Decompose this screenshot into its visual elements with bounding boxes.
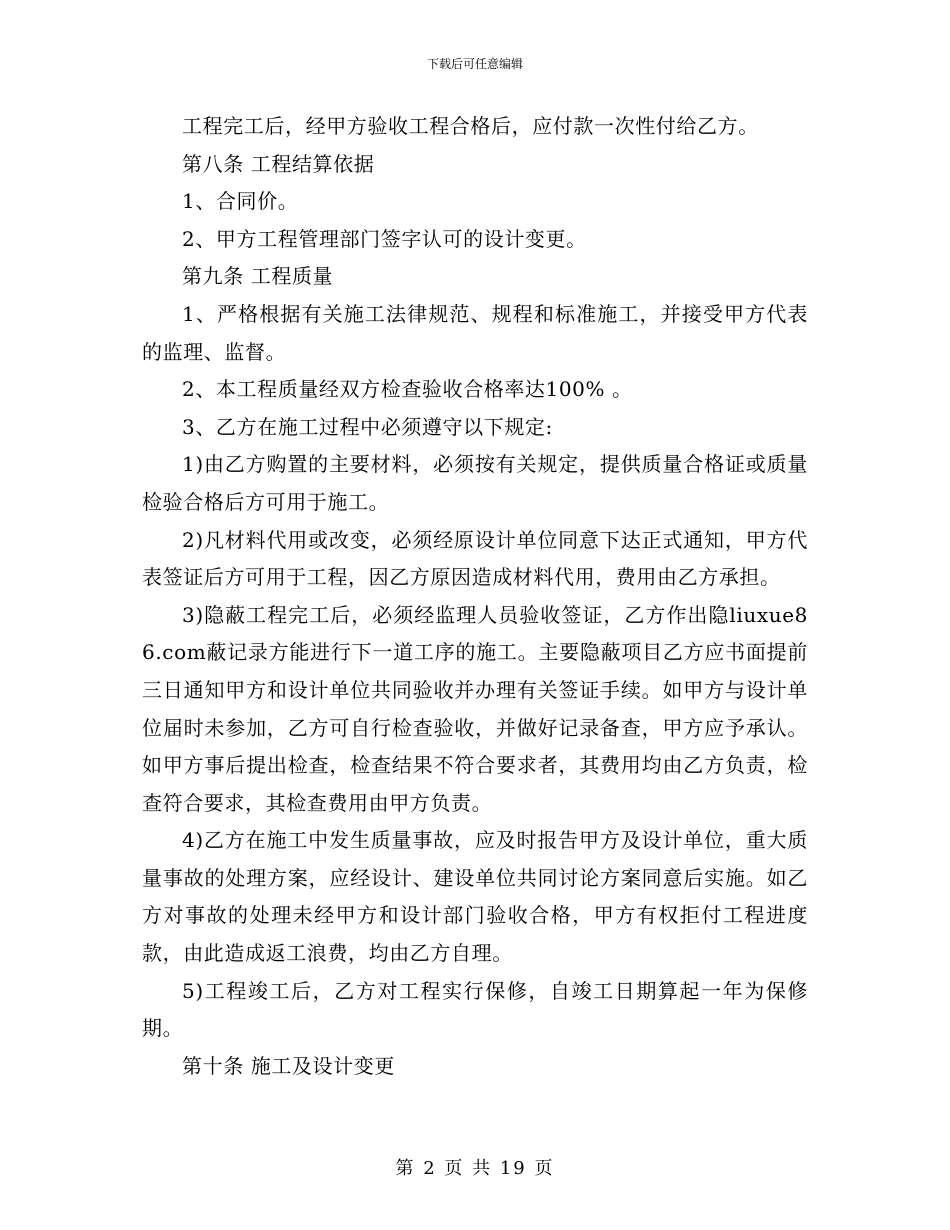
document-body [142, 108, 808, 1085]
paragraph-12: 4)乙方在施工中发生质量事故，应及时报告甲方及设计单位，重大质量事故的处理方案，应经设计、建设单位共同讨论方案同意后实施。如乙方对事故的处理未经甲方和设计部门验收合格，甲方有权拒付工程进度款，由此造成返工浪费，均由乙方自理。 [142, 828, 808, 966]
section-heading-article-8: 第八条 工程结算依据 [182, 151, 375, 176]
paragraph-7: 2、本工程质量经双方检查验收合格率达100% 。 [182, 377, 633, 402]
paragraph-1: 工程完工后，经甲方验收工程合格后，应付款一次性付给乙方。 [182, 114, 759, 138]
paragraph-11: 3)隐蔽工程完工后，必须经监理人员验收签证，乙方作出隐liuxue86.com蔽记录方能进行下一道工序的施工。主要隐蔽项目乙方应书面提前三日通知甲方和设计单位共同验收并办理有关签证手续。如甲方与设计单位届时未参加，乙方可自行检查验收，并做好记录备查，甲方应予承认。如甲方事后提出检查，检查结果不符合要求者，其费用均由乙方负责，检查符合要求，其检查费用由甲方负责。 [142, 602, 808, 815]
page-footer [0, 1154, 950, 1180]
section-heading-article-10: 第十条 施工及设计变更 [182, 1053, 395, 1078]
paragraph-4: 2、甲方工程管理部门签字认可的设计变更。 [182, 226, 587, 251]
header-note: 下载后可任意编辑 [426, 57, 523, 71]
section-heading-article-9: 第九条 工程质量 [182, 264, 334, 289]
paragraph-10: 2)凡材料代用或改变，必须经原设计单位同意下达正式通知，甲方代表签证后方可用于工程，因乙方原因造成材料代用，费用由乙方承担。 [142, 527, 808, 590]
page-number-label: 第 2 页 共 19 页 [395, 1158, 555, 1179]
paragraph-8: 3、乙方在施工过程中必须遵守以下规定: [182, 414, 553, 439]
paragraph-6: 1、严格根据有关施工法律规范、规程和标准施工，并接受甲方代表的监理、监督。 [142, 301, 808, 364]
paragraph-3: 1、合同价。 [182, 189, 299, 214]
paragraph-13: 5)工程竣工后，乙方对工程实行保修，自竣工日期算起一年为保修期。 [142, 978, 808, 1041]
paragraph-9: 1)由乙方购置的主要材料，必须按有关规定，提供质量合格证或质量检验合格后方可用于施工。 [142, 452, 808, 514]
